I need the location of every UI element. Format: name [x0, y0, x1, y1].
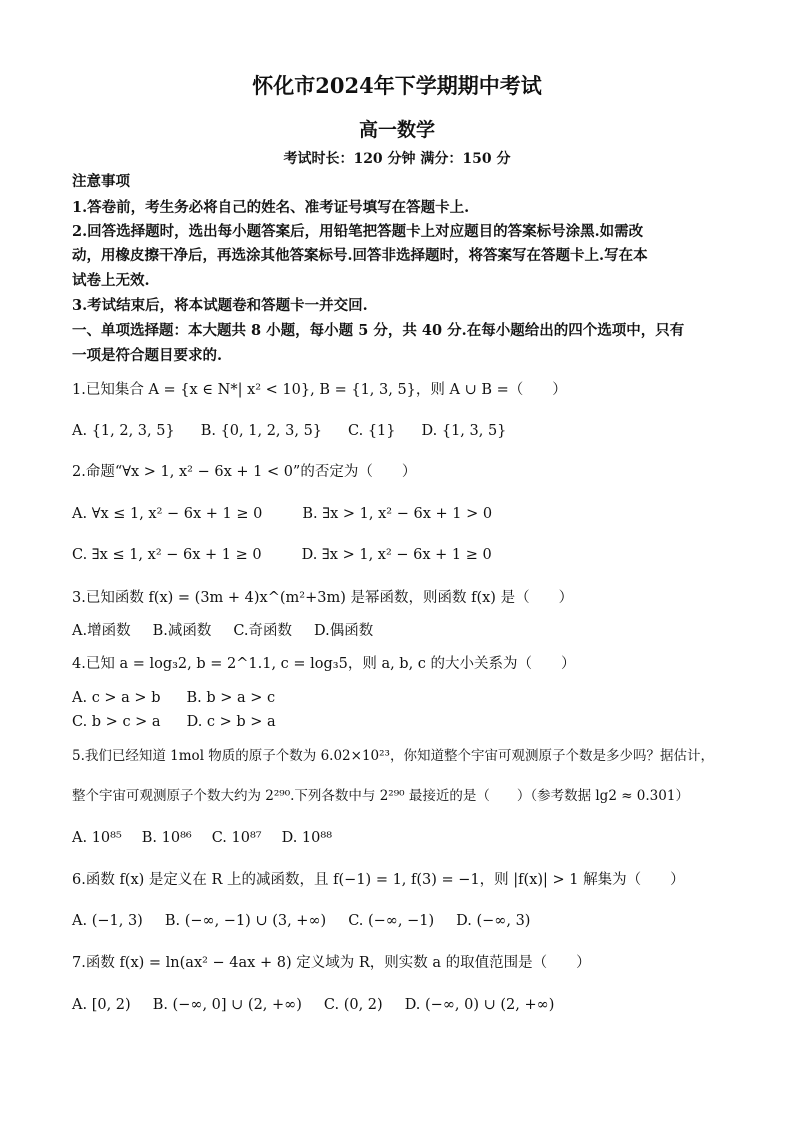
q1-option-b: B. {0, 1, 2, 3, 5} — [200, 423, 323, 439]
note-1: 1.答卷前，考生务必将自己的姓名、准考证号填写在答题卡上. — [72, 199, 470, 216]
q2-option-a: A. ∀x ≤ 1, x² − 6x + 1 ≥ 0 — [72, 506, 263, 522]
q4-option-d: D. c > b > a — [186, 714, 276, 730]
question-7-stem: 7.函数 f(x) = ln(ax² − 4ax + 8) 定义域为 R，则实数 a 的取值范围是（ ） — [72, 955, 591, 971]
note-2-line2: 动，用橡皮擦干净后，再选涂其他答案标号.回答非选择题时，将答案写在答题卡上.写在本 — [72, 247, 648, 264]
question-5-stem-line2: 整个宇宙可观测原子个数大约为 2²⁹⁰.下列各数中与 2²⁹⁰ 最接近的是（ ）（参考数据 lg2 ≈ 0.301） — [72, 788, 689, 804]
q4-option-c: C. b > c > a — [72, 714, 161, 730]
question-6-options — [72, 911, 556, 931]
q7-option-c: C. (0, 2) — [323, 997, 383, 1013]
q3-option-d: D.偶函数 — [314, 623, 374, 639]
q1-option-c: C. {1} — [348, 423, 396, 439]
q6-option-b: B. (−∞, −1) ∪ (3, +∞) — [164, 913, 327, 929]
question-1-options — [72, 421, 532, 441]
question-5-stem-line1: 5.我们已经知道 1mol 物质的原子个数为 6.02×10²³，你知道整个宇宙可观测原子个数是多少吗？据估计， — [72, 748, 714, 764]
question-3-stem: 3.已知函数 f(x) = (3m + 4)x^(m²+3m) 是幂函数，则函数 f(x) 是（ ） — [72, 590, 574, 606]
q6-option-d: D. (−∞, 3) — [456, 913, 531, 929]
question-3-options — [72, 621, 399, 641]
note-3: 3.考试结束后，将本试题卷和答题卡一并交回. — [72, 297, 368, 314]
exam-title: 怀化市2024年下学期期中考试 — [252, 73, 542, 98]
note-2-line1: 2.回答选择题时，选出每小题答案后，用铅笔把答题卡上对应题目的答案标号涂黑.如需改 — [72, 223, 644, 240]
q2-option-c: C. ∃x ≤ 1, x² − 6x + 1 ≥ 0 — [72, 547, 262, 563]
q4-option-a: A. c > a > b — [72, 690, 161, 706]
question-4-options-row2 — [72, 712, 302, 732]
q4-option-b: B. b > a > c — [186, 690, 276, 706]
question-2-stem: 2.命题“∀x > 1, x² − 6x + 1 < 0”的否定为（ ） — [72, 464, 417, 480]
q6-option-a: A. (−1, 3) — [72, 913, 143, 929]
q5-option-d: D. 10⁸⁸ — [281, 830, 333, 846]
question-5-options — [72, 828, 358, 848]
q1-option-a: A. {1, 2, 3, 5} — [72, 423, 175, 439]
note-2-line3: 试卷上无效. — [72, 272, 150, 289]
question-6-stem: 6.函数 f(x) 是定义在 R 上的减函数，且 f(−1) = 1, f(3) = −1，则 |f(x)| > 1 解集为（ ） — [72, 872, 685, 888]
question-7-options — [72, 995, 580, 1015]
q6-option-c: C. (−∞, −1) — [348, 913, 435, 929]
question-4-stem: 4.已知 a = log₃2, b = 2^1.1, c = log₃5，则 a, b, c 的大小关系为（ ） — [72, 656, 576, 672]
q7-option-b: B. (−∞, 0] ∪ (2, +∞) — [152, 997, 302, 1013]
question-1-stem: 1.已知集合 A = {x ∈ N*| x² < 10}, B = {1, 3, 5}，则 A ∪ B =（ ） — [72, 382, 567, 398]
subject-title: 高一数学 — [358, 119, 435, 141]
exam-info: 考试时长：120 分钟 满分：150 分 — [283, 151, 511, 167]
q5-option-c: C. 10⁸⁷ — [211, 830, 262, 846]
section-1-heading: 一、单项选择题：本大题共 8 小题，每小题 5 分，共 40 分.在每小题给出的四个选项中，只有 — [72, 322, 685, 339]
q2-option-d: D. ∃x > 1, x² − 6x + 1 ≥ 0 — [301, 547, 492, 563]
section-1-heading-cont: 一项是符合题目要求的. — [72, 347, 223, 364]
q5-option-b: B. 10⁸⁶ — [141, 830, 192, 846]
question-2-options-row2 — [72, 545, 518, 565]
q5-option-a: A. 10⁸⁵ — [72, 830, 122, 846]
q3-option-a: A.增函数 — [72, 623, 131, 639]
q1-option-d: D. {1, 3, 5} — [421, 423, 507, 439]
q3-option-c: C.奇函数 — [233, 623, 293, 639]
notes-heading: 注意事项 — [72, 173, 130, 190]
q7-option-a: A. [0, 2) — [72, 997, 131, 1013]
q2-option-b: B. ∃x > 1, x² − 6x + 1 > 0 — [302, 506, 493, 522]
question-4-options-row1 — [72, 688, 301, 708]
q3-option-b: B.减函数 — [152, 623, 212, 639]
question-2-options-row1 — [72, 504, 518, 524]
q7-option-d: D. (−∞, 0) ∪ (2, +∞) — [404, 997, 555, 1013]
